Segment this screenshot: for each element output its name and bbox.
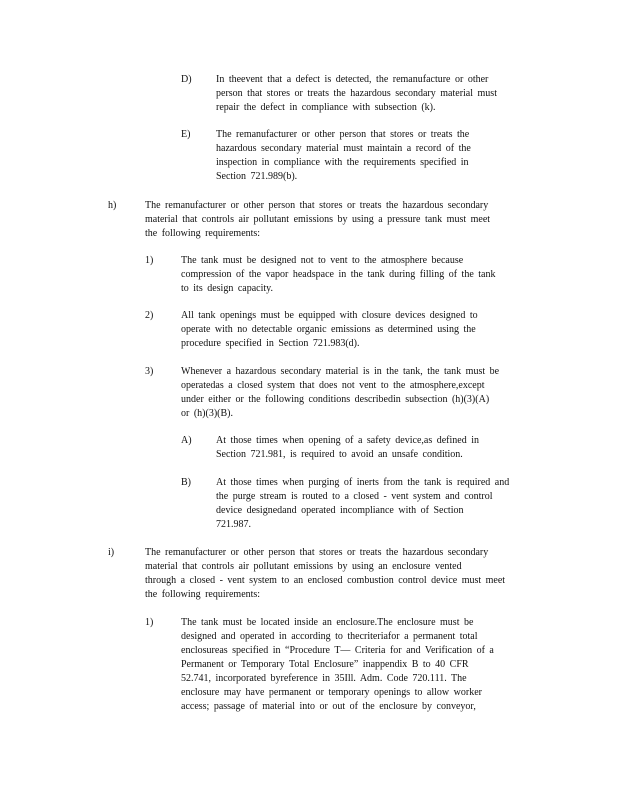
text-line: The remanufacturer or other person that stores or treats the [216,129,470,140]
text-line: device designedand operated incompliance with of Section [216,505,464,516]
text-line: enclosureas specified in “Procedure T— Criteria for and Verification of a [181,645,494,656]
item-label: h) [108,200,117,211]
text-line: through a closed - vent system to an enclosed combustion control device must meet [145,575,506,586]
text-line: the purge stream is routed to a closed - vent system and control [216,491,493,502]
text-line: designed and operated in according to thecriteriafor a permanent total [181,631,478,642]
text-line: under either or the following conditions describedin subsection (h)(3)(A) [181,394,490,405]
item-label: B) [181,477,191,488]
item-text [145,546,535,602]
item-text [216,73,534,115]
text-line: At those times when purging of inerts from the tank is required and [216,477,510,488]
paragraph-h-3-b [0,476,618,532]
text-line: The tank must be located inside an enclosure.The enclosure must be [181,617,474,628]
text-line: enclosure may have permanent or temporary openings to allow worker [181,687,482,698]
item-text [216,128,510,184]
text-line: Whenever a hazardous secondary material is in the tank, the tank must be [181,366,500,377]
text-line: operate with no detectable organic emissions as determined using the [181,324,476,335]
paragraph-h-3-a [0,434,618,462]
text-line: In theevent that a defect is detected, the remanufacture or other [216,74,489,85]
text-line: procedure specified in Section 721.983(d). [181,338,360,349]
text-line: material that controls air pollutant emissions by using a pressure tank must meet [145,214,491,225]
item-label: D) [181,74,192,85]
item-text [181,616,539,714]
text-line: At those times when opening of a safety device,as defined in [216,435,479,446]
text-line: the following requirements: [145,228,261,239]
text-line: compression of the vapor headspace in the tank during filling of the tank [181,269,496,280]
paragraph-h-2 [0,309,618,351]
text-line: the following requirements: [145,589,261,600]
item-label: 1) [145,617,154,628]
paragraph-d [0,73,618,115]
text-line: repair the defect in compliance with subsection (k). [216,102,436,113]
text-line: operatedas a closed system that does not vent to the atmosphere,except [181,380,485,391]
paragraph-h-3 [0,365,618,421]
paragraph-i-1 [0,616,618,714]
text-line: material that controls air pollutant emissions by using an enclosure vented [145,561,462,572]
item-label: E) [181,129,191,140]
item-label: 2) [145,310,154,321]
item-label: 3) [145,366,154,377]
item-text [181,365,539,421]
text-line: The tank must be designed not to vent to the atmosphere because [181,255,464,266]
item-text [181,254,531,296]
text-line: 721.987. [216,519,251,530]
item-label: A) [181,435,192,446]
text-line: Permanent or Temporary Total Enclosure” inappendix B to 40 CFR [181,659,469,670]
text-line: access; passage of material into or out of the enclosure by conveyor, [181,701,476,712]
text-line: person that stores or treats the hazardous secondary material must [216,88,497,99]
item-label: 1) [145,255,154,266]
text-line: inspection in compliance with the requirements specified in [216,157,469,168]
text-line: 52.741, incorporated byreference in 35Ill. Adm. Code 720.111. The [181,673,467,684]
paragraph-i [0,546,618,602]
text-line: Section 721.981, is required to avoid an unsafe condition. [216,449,463,460]
text-line: or (h)(3)(B). [181,408,233,419]
item-text [145,199,535,241]
text-line: to its design capacity. [181,283,273,294]
paragraph-h [0,199,618,241]
text-line: The remanufacturer or other person that stores or treats the hazardous secondary [145,200,489,211]
paragraph-e [0,128,618,184]
paragraph-h-1 [0,254,618,296]
text-line: All tank openings must be equipped with closure devices designed to [181,310,478,321]
item-label: i) [108,547,115,558]
item-text [181,309,517,351]
text-line: hazardous secondary material must maintain a record of the [216,143,471,154]
text-line: Section 721.989(b). [216,171,298,182]
item-text [216,434,514,462]
item-text [216,476,540,532]
text-line: The remanufacturer or other person that stores or treats the hazardous secondary [145,547,489,558]
